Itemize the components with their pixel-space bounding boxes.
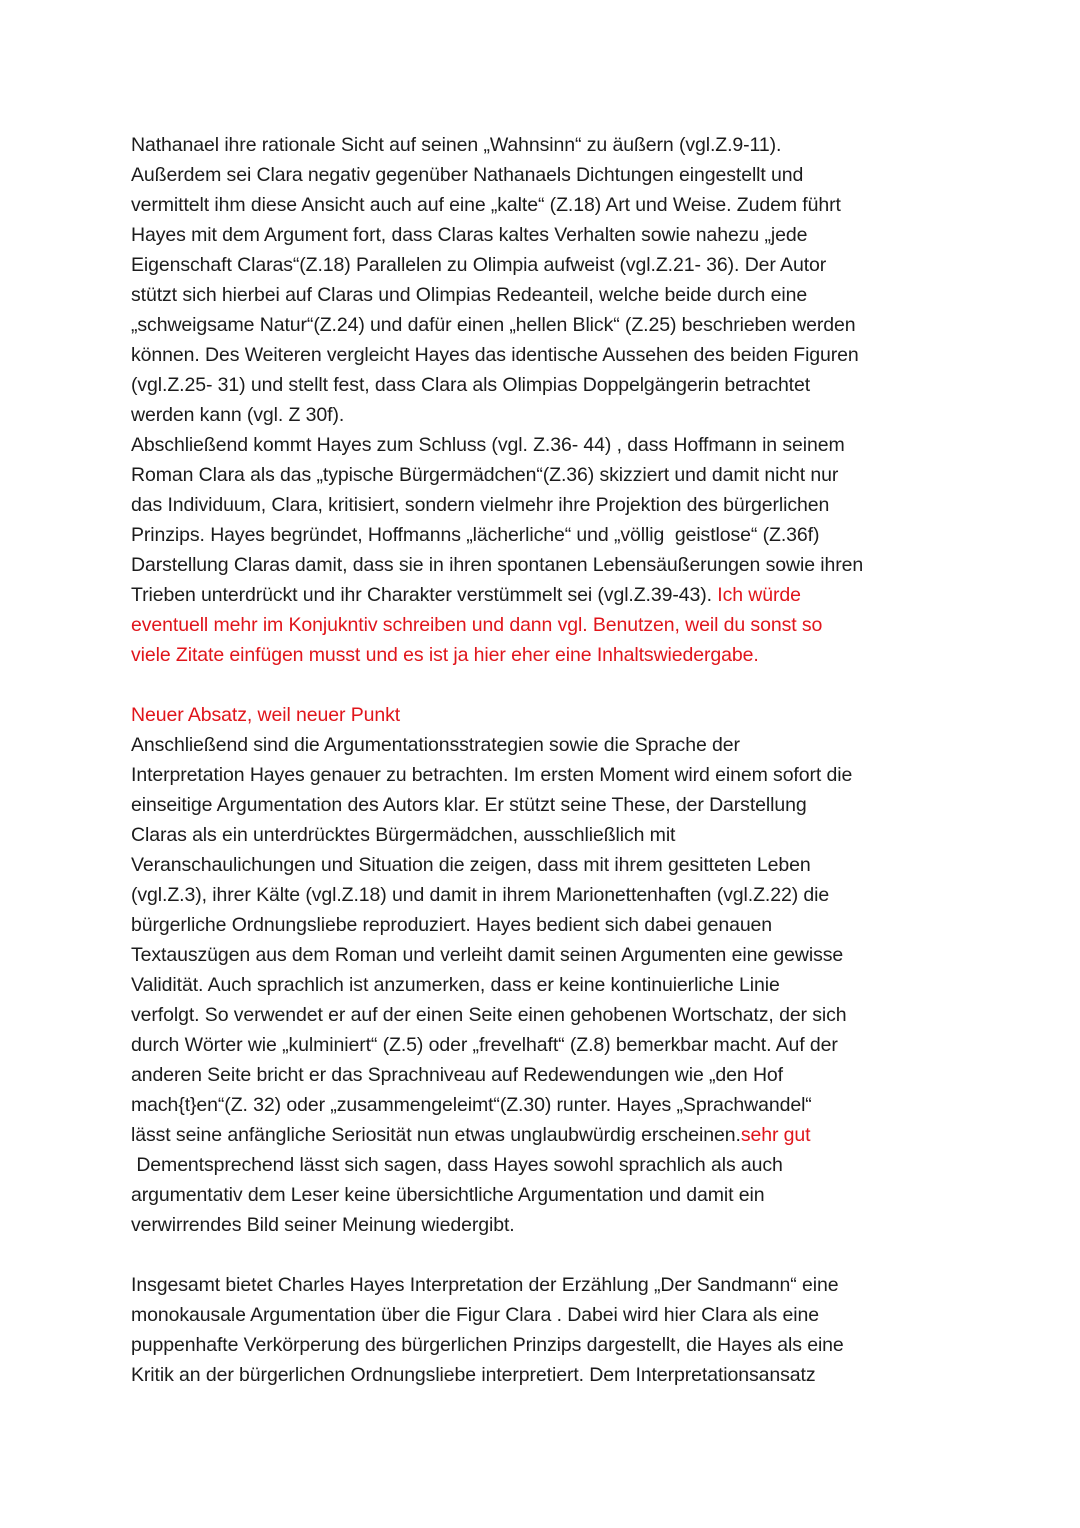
text-line: „schweigsame Natur“(Z.24) und dafür einen „hellen Blick“ (Z.25) beschrieben werden	[131, 314, 856, 336]
text-line: argumentativ dem Leser keine übersichtliche Argumentation und damit ein	[131, 1184, 765, 1206]
text-line: puppenhafte Verkörperung des bürgerlichen Prinzips dargestellt, die Hayes als eine	[131, 1334, 844, 1356]
text-line: anderen Seite bricht er das Sprachniveau auf Redewendungen wie „den Hof	[131, 1064, 783, 1086]
text-line: monokausale Argumentation über die Figur Clara . Dabei wird hier Clara als eine	[131, 1304, 819, 1326]
text-line: das Individuum, Clara, kritisiert, sondern vielmehr ihre Projektion des bürgerlichen	[131, 494, 830, 516]
text-line: Nathanael ihre rationale Sicht auf seinen „Wahnsinn“ zu äußern (vgl.Z.9-11).	[131, 134, 782, 156]
text-line: mach{t}en“(Z. 32) oder „zusammengeleimt“(Z.30) runter. Hayes „Sprachwandel“	[131, 1094, 812, 1116]
text-line: Hayes mit dem Argument fort, dass Claras kaltes Verhalten sowie nahezu „jede	[131, 224, 808, 246]
teacher-comment-line: eventuell mehr im Konjukntiv schreiben und dann vgl. Benutzen, weil du sonst so	[131, 614, 823, 636]
text-line: Abschließend kommt Hayes zum Schluss (vgl. Z.36- 44) , dass Hoffmann in seinem	[131, 434, 845, 456]
text-line: stützt sich hierbei auf Claras und Olimpias Redeanteil, welche beide durch eine	[131, 284, 808, 306]
text-line: Interpretation Hayes genauer zu betrachten. Im ersten Moment wird einem sofort die	[131, 764, 853, 786]
text-line: verwirrendes Bild seiner Meinung wiedergibt.	[131, 1214, 515, 1236]
text-line: Anschließend sind die Argumentationsstrategien sowie die Sprache der	[131, 734, 740, 756]
paragraph-summary-2	[131, 430, 961, 670]
paragraph-analysis	[131, 730, 961, 1240]
paragraph-spacer	[131, 670, 961, 700]
text-line: werden kann (vgl. Z 30f).	[131, 404, 345, 426]
text-line: Roman Clara als das „typische Bürgermädchen“(Z.36) skizziert und damit nicht nur	[131, 464, 839, 486]
teacher-section-comment: Neuer Absatz, weil neuer Punkt	[131, 704, 401, 726]
text-line: Eigenschaft Claras“(Z.18) Parallelen zu Olimpia aufweist (vgl.Z.21- 36). Der Autor	[131, 254, 827, 276]
text-line: verfolgt. So verwendet er auf der einen Seite einen gehobenen Wortschatz, der sich	[131, 1004, 847, 1026]
paragraph-spacer	[131, 1240, 961, 1270]
text-line: Darstellung Claras damit, dass sie in ihren spontanen Lebensäußerungen sowie ihren	[131, 554, 864, 576]
teacher-comment: Ich würde	[717, 584, 801, 606]
document-page	[131, 130, 961, 1390]
text-line: durch Wörter wie „kulminiert“ (Z.5) oder „frevelhaft“ (Z.8) bemerkbar macht. Auf der	[131, 1034, 838, 1056]
text-line: Prinzips. Hayes begründet, Hoffmanns „lächerliche“ und „völlig geistlose“ (Z.36f)	[131, 524, 820, 546]
teacher-praise-comment: sehr gut	[740, 1124, 811, 1146]
text-line: Validität. Auch sprachlich ist anzumerken, dass er keine kontinuierliche Linie	[131, 974, 780, 996]
text-line: (vgl.Z.3), ihrer Kälte (vgl.Z.18) und damit in ihrem Marionettenhaften (vgl.Z.22) die	[131, 884, 830, 906]
text-line: Dementsprechend lässt sich sagen, dass Hayes sowohl sprachlich als auch	[131, 1154, 783, 1176]
text-line: Insgesamt bietet Charles Hayes Interpretation der Erzählung „Der Sandmann“ eine	[131, 1274, 839, 1296]
text-line: bürgerliche Ordnungsliebe reproduziert. Hayes bedient sich dabei genauen	[131, 914, 773, 936]
text-segment: Trieben unterdrückt und ihr Charakter verstümmelt sei (vgl.Z.39-43).	[131, 584, 718, 606]
text-line: (vgl.Z.25- 31) und stellt fest, dass Clara als Olimpias Doppelgängerin betrachtet	[131, 374, 811, 396]
text-line-with-comment	[131, 1120, 961, 1150]
text-segment: lässt seine anfängliche Seriosität nun etwas unglaubwürdig erscheinen.	[131, 1124, 741, 1146]
text-line: vermittelt ihm diese Ansicht auch auf eine „kalte“ (Z.18) Art und Weise. Zudem führt	[131, 194, 841, 216]
text-line: einseitige Argumentation des Autors klar. Er stützt seine These, der Darstellung	[131, 794, 807, 816]
paragraph-conclusion	[131, 1270, 961, 1390]
text-line: Textauszügen aus dem Roman und verleiht damit seinen Argumenten eine gewisse	[131, 944, 844, 966]
text-line: Veranschaulichungen und Situation die zeigen, dass mit ihrem gesitteten Leben	[131, 854, 811, 876]
text-line-with-comment	[131, 580, 961, 610]
teacher-comment-line: viele Zitate einfügen musst und es ist ja hier eher eine Inhaltswiedergabe.	[131, 644, 759, 666]
paragraph-summary-1	[131, 130, 961, 430]
text-line: Außerdem sei Clara negativ gegenüber Nathanaels Dichtungen eingestellt und	[131, 164, 804, 186]
text-line: Kritik an der bürgerlichen Ordnungsliebe interpretiert. Dem Interpretationsansatz	[131, 1364, 816, 1386]
text-line: können. Des Weiteren vergleicht Hayes das identische Aussehen des beiden Figuren	[131, 344, 859, 366]
text-line: Claras als ein unterdrücktes Bürgermädchen, ausschließlich mit	[131, 824, 676, 846]
